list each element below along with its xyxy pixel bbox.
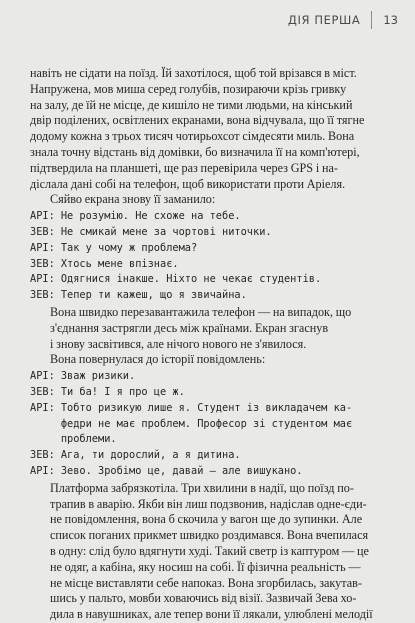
text-line: Напружена, мов миша серед голубів, позираючи крізь гривку	[30, 81, 347, 96]
text-line: список поганих прикмет швидко роздимався. Вона вчепилася	[50, 528, 369, 543]
text-line: знала точну відстань від домівки, бо визначила її на комп'ютері,	[30, 144, 360, 159]
chat-line	[30, 448, 390, 464]
message: Одягнися інакше. Ніхто не чекає студентів.	[60, 273, 322, 286]
message: Не смикай мене за чортові ниточки.	[60, 225, 272, 238]
speaker: ЗЕВ:	[30, 289, 55, 302]
speaker: ЗЕВ:	[30, 257, 55, 270]
speaker: АРІ:	[30, 241, 55, 254]
chat-log-1	[30, 209, 390, 304]
speaker: АРІ:	[30, 210, 55, 223]
text-line: Платформа забрязкотіла. Три хвилини в надії, що поїзд по-	[50, 480, 354, 495]
message: Не розумію. Не схоже на тебе.	[60, 210, 241, 223]
speaker: АРІ:	[30, 273, 55, 286]
message: Ага, ти дорослий, а я дитина.	[60, 449, 241, 462]
text-line: Вона швидко перезавантажила телефон — на випадок, що	[50, 304, 352, 319]
text-line: дила в навушниках, але тепер вони її лякали, улюблені мелодії	[50, 607, 373, 622]
chat-line	[30, 241, 390, 257]
speaker: ЗЕВ:	[30, 385, 55, 398]
chat-line	[30, 401, 390, 448]
chat-log-2	[30, 369, 390, 480]
text-line: діслала дані собі на телефон, щоб використати проти Аріеля.	[30, 176, 346, 191]
text-line: додому кожна з трьох тисяч чотирьохсот сімдесяти миль. Вона	[30, 129, 355, 144]
chat-line	[30, 385, 390, 401]
chapter-title: ДІЯ ПЕРША	[287, 13, 361, 27]
message: Зваж ризики.	[60, 370, 136, 383]
message-line: проблеми.	[60, 433, 117, 446]
header-divider	[371, 11, 372, 29]
text-line: на залу, де їй не місце, де кишіло не тими людьми, на кінський	[30, 97, 353, 112]
text-line: шись у пальто, мовби ховаючись від візії. Зазвичай Зева хо-	[50, 591, 357, 606]
text-line: підтвердила на планшеті, ще раз перевірила через GPS і на-	[30, 160, 338, 175]
paragraph-4: Вона повернулася до історії повідомлень:	[50, 352, 266, 367]
chat-line	[30, 288, 390, 304]
speaker: АРІ:	[30, 401, 55, 414]
speaker: ЗЕВ:	[30, 225, 55, 238]
message: Ти ба! І я про це ж.	[60, 385, 185, 398]
text-line: двір поділених, освітлених екранами, вона відчувала, що її тягне	[30, 113, 365, 128]
paragraph-1	[30, 66, 390, 192]
chat-line	[30, 225, 390, 241]
text-line: не місце виставляти себе напоказ. Вона згорбилась, закутав-	[50, 575, 362, 590]
body-text	[30, 66, 390, 623]
chat-line	[30, 369, 390, 385]
message: Хтось мене впізнає.	[60, 257, 179, 270]
chat-line	[30, 209, 390, 225]
message-line: федри не має проблем. Професор зі студентом має	[60, 417, 353, 430]
message: Зево. Зробімо це, давай — але вишукано.	[60, 464, 303, 477]
running-header	[288, 11, 398, 29]
text-line: не одяг, а кабіна, яку носиш на собі. Її фізична реальність —	[50, 559, 361, 574]
message: Так у чому ж проблема?	[60, 241, 198, 254]
chat-line	[30, 464, 390, 480]
text-line: в одну: слід було вдягнути худі. Такий светр із каптуром — це	[50, 543, 369, 558]
chat-line	[30, 257, 390, 273]
message-line: Тобто ризикую лише я. Студент із викладачем ка-	[60, 401, 353, 414]
text-line: трапив в аварію. Якби він лиш подзвонив, надіслав одне-єди-	[50, 496, 367, 511]
text-line: і знову засвітився, але нічого нового не з'явилося.	[50, 336, 307, 351]
paragraph-2: Сяйво екрана знову її заманило:	[50, 192, 216, 207]
speaker: АРІ:	[30, 464, 55, 477]
paragraph-5	[30, 481, 390, 623]
text-line: не повідомлення, вона б скочила у вагон ще до зупинки. Але	[50, 512, 363, 527]
paragraph-3	[30, 305, 390, 352]
text-line: навіть не сідати на поїзд. Їй захотілося, щоб той врізався в міст.	[30, 66, 357, 80]
page-number: 13	[383, 13, 398, 27]
speaker: АРІ:	[30, 370, 55, 383]
text-line: з'єднання застрягли десь між країнами. Екран згаснув	[50, 320, 329, 335]
message	[61, 401, 390, 448]
speaker: ЗЕВ:	[30, 449, 55, 462]
message: Тепер ти кажеш, що я звичайна.	[60, 289, 247, 302]
chat-line	[30, 272, 390, 288]
